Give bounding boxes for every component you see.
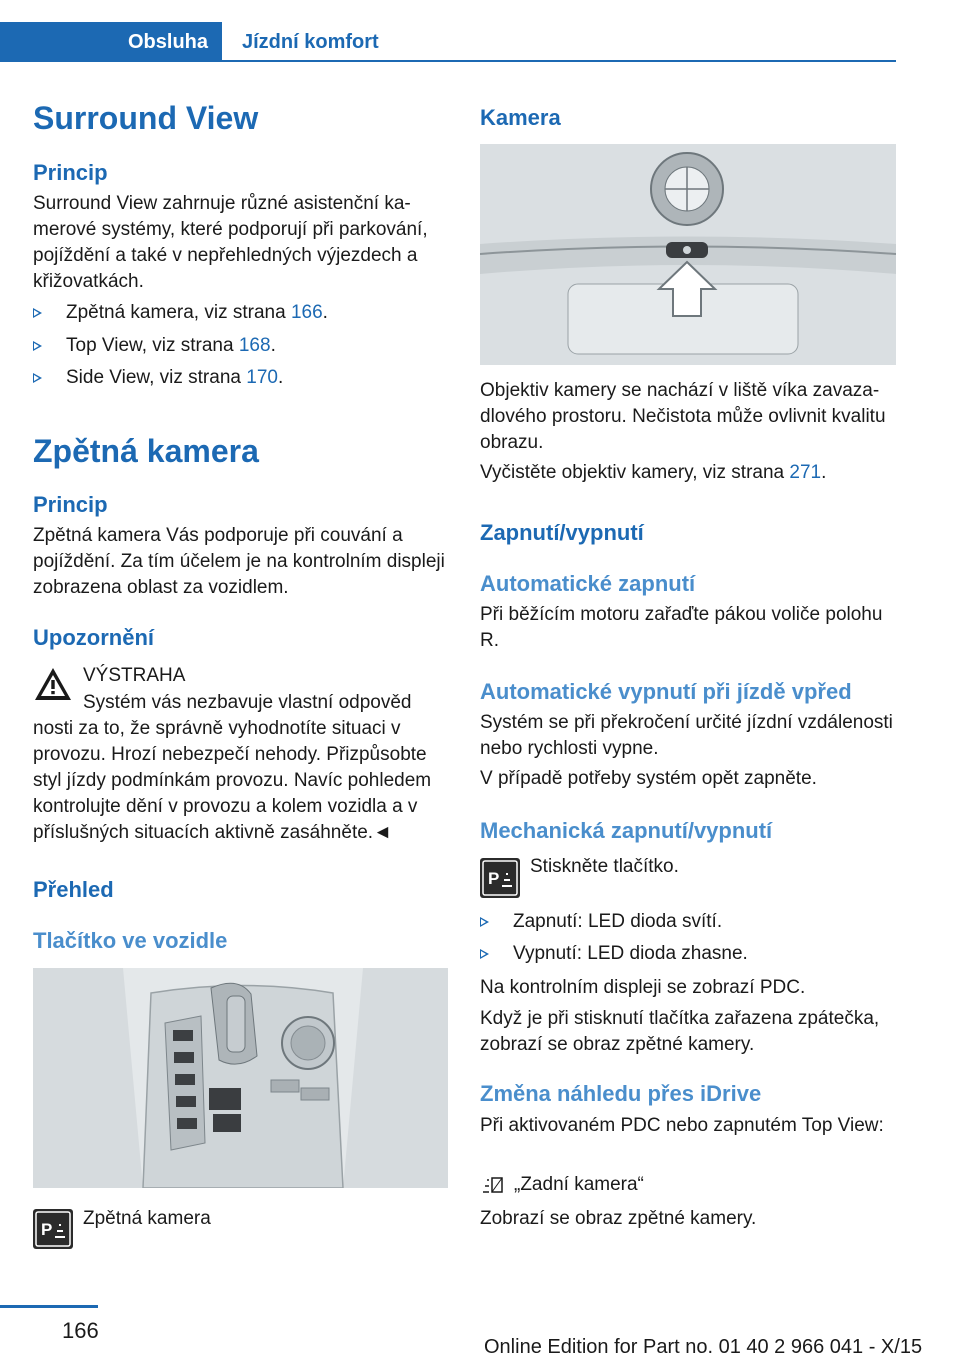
park-assist-button-icon bbox=[480, 858, 520, 898]
auto-zapnuti-text: Při běžícím motoru zařaďte pákou voliče polohu R. bbox=[480, 604, 883, 651]
stisknete-text: Stiskněte tlačítko. bbox=[530, 856, 679, 877]
heading-princip-surround: Princip bbox=[33, 160, 108, 185]
heading-surround-view: Surround View bbox=[33, 100, 259, 136]
heading-kamera: Kamera bbox=[480, 105, 561, 130]
heading-zapnuti-vypnuti: Zapnutí/vypnutí bbox=[480, 520, 644, 545]
v-pripade-text: V případě potřeby systém opět zapněte. bbox=[480, 768, 817, 789]
heading-zpetna-kamera: Zpětná kamera bbox=[33, 433, 259, 469]
rear-camera-image bbox=[480, 144, 896, 365]
heading-prehled: Přehled bbox=[33, 877, 114, 902]
footer-accent-line bbox=[0, 1305, 98, 1308]
center-console-image bbox=[33, 968, 448, 1188]
heading-princip-zpetna: Princip bbox=[33, 492, 108, 517]
page-link-170[interactable]: 170 bbox=[246, 367, 278, 388]
kdyz-text: Když je při stisknutí tlačítka zařazena zpátečka, zobrazí se obraz zpětné kamery. bbox=[480, 1008, 880, 1055]
pdc-text: Na kontrolním displeji se zobrazí PDC. bbox=[480, 977, 806, 998]
triangle-bullet-icon bbox=[33, 341, 42, 351]
button-caption: Zpětná kamera bbox=[83, 1208, 211, 1229]
triangle-bullet-icon bbox=[480, 917, 489, 927]
heading-zmena-nahledu: Změna náhledu přes iDrive bbox=[480, 1081, 762, 1106]
tab-obsluha[interactable]: Obsluha bbox=[0, 22, 222, 62]
pri-aktivovanem-text: Při aktivovaném PDC nebo zapnutém Top View: bbox=[480, 1115, 884, 1136]
heading-mechanicka: Mechanická zapnutí/vypnutí bbox=[480, 818, 773, 843]
zobrazi-text: Zobrazí se obraz zpětné kamery. bbox=[480, 1208, 757, 1229]
zpetna-description: Zpětná kamera Vás podporuje při couvání a pojíždění. Za tím účelem je na kontrolním displeji zobrazena oblast za vozidlem. bbox=[33, 525, 445, 598]
triangle-bullet-icon bbox=[33, 308, 42, 318]
page-link-166[interactable]: 166 bbox=[290, 302, 323, 323]
auto-vypnuti-text: Systém se při překročení určité jízdní vzdálenosti nebo rychlosti vypne. bbox=[480, 712, 893, 759]
zadni-kamera-menu-item: „Zadní kamera“ bbox=[514, 1174, 644, 1195]
rear-camera-menu-icon bbox=[480, 1172, 506, 1198]
header-tabs bbox=[0, 22, 896, 62]
warning-label: VÝSTRAHA bbox=[83, 665, 186, 686]
triangle-bullet-icon bbox=[33, 373, 42, 383]
warning-text-first-line: Systém vás nezbavuje vlastní odpověd bbox=[83, 692, 412, 713]
heading-automaticke-vypnuti: Automatické vypnutí při jízdě vpřed bbox=[480, 679, 852, 704]
warning-triangle-icon bbox=[33, 666, 73, 702]
page-number: 166 bbox=[62, 1318, 99, 1343]
heading-upozorneni: Upozornění bbox=[33, 625, 154, 650]
edition-note: Online Edition for Part no. 01 40 2 966 041 - X/15 bbox=[484, 1336, 923, 1358]
svg-text:P: P bbox=[41, 1220, 53, 1239]
heading-automaticke-zapnuti: Automatické zapnutí bbox=[480, 571, 696, 596]
triangle-bullet-icon bbox=[480, 949, 489, 959]
page-link-271[interactable]: 271 bbox=[789, 462, 822, 483]
svg-text:P: P bbox=[488, 869, 500, 888]
heading-tlacitko-ve-vozidle: Tlačítko ve vozidle bbox=[33, 928, 228, 953]
tab-jizdni-komfort[interactable]: Jízdní komfort bbox=[222, 22, 896, 62]
objektiv-description: Objektiv kamery se nachází v liště víka zavazadlového prostoru. Nečistota může ovlivnit kvalitu obrazu. bbox=[480, 380, 886, 453]
surround-description: Surround View zahrnuje různé asistenční kamerové systémy, které podporují při parkování, pojíždění a také v nepřehledných výjezdech a křižovatkách. bbox=[33, 193, 428, 292]
park-assist-button-icon bbox=[33, 1209, 73, 1249]
vycistete-text: Vyčistěte objektiv kamery, viz strana 271. bbox=[480, 462, 827, 483]
warning-text: nosti za to, že správně vyhodnotíte situaci v provozu. Hrozí nebezpečí nehody. Přizpůsobte styl jízdy podmínkám provozu. Navíc pohledem kontrolujte dění v provozu a kolem vozidla a v příslušných situacích aktivně zasáhněte.◄ bbox=[33, 718, 432, 843]
page-link-168[interactable]: 168 bbox=[238, 335, 271, 356]
